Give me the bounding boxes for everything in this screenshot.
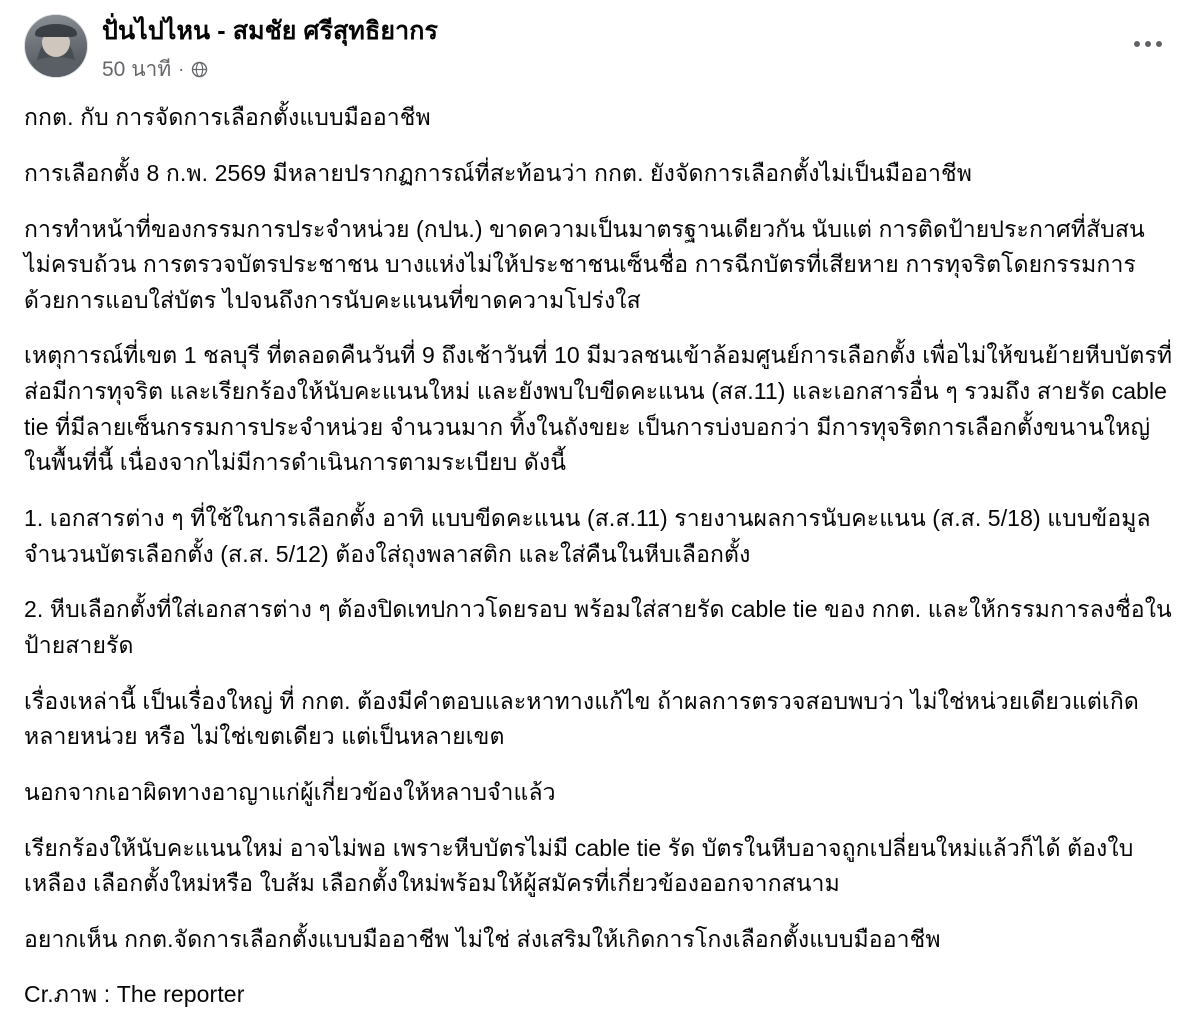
- post-timestamp[interactable]: 50 นาที: [102, 58, 172, 82]
- post-meta: [102, 53, 438, 86]
- avatar[interactable]: [24, 14, 88, 78]
- more-options-icon[interactable]: [1126, 28, 1170, 60]
- post-body: [24, 100, 1176, 1021]
- post-paragraph: เหตุการณ์ที่เขต 1 ชลบุรี ที่ตลอดคืนวันที่ 9 ถึงเช้าวันที่ 10 มีมวลชนเข้าล้อมศูนย์การเลือกตั้ง เพื่อไม่ให้ขนย้ายหีบบัตรที่ส่อมีการทุจริต และเรียกร้องให้นับคะแนนใหม่ และยังพบใบขีดคะแนน (สส.11) และเอกสารอื่น ๆ รวมถึง สายรัด cable tie ที่มีลายเซ็นกรรมการประจำหน่วย จำนวนมาก ทิ้งในถังขยะ เป็นการบ่งบอกว่า มีการทุจริตการเลือกตั้งขนานใหญ่ในพื้นที่นี้ เนื่องจากไม่มีการดำเนินการตามระเบียบ ดังนี้: [24, 342, 1173, 476]
- post-paragraph: เรื่องเหล่านี้ เป็นเรื่องใหญ่ ที่ กกต. ต้องมีคำตอบและหาทางแก้ไข ถ้าผลการตรวจสอบพบว่า ไม่ใช่หน่วยเดียวแต่เกิดหลายหน่วย หรือ ไม่ใช่เขตเดียว แต่เป็นหลายเขต: [24, 687, 1139, 750]
- avatar-shoulders: [27, 57, 84, 77]
- post-paragraph: 1. เอกสารต่าง ๆ ที่ใช้ในการเลือกตั้ง อาทิ แบบขีดคะแนน (ส.ส.11) รายงานผลการนับคะแนน (ส.ส. 5/18) แบบข้อมูลจำนวนบัตรเลือกตั้ง (ส.ส. 5/12) ต้องใส่ถุงพลาสติก และใส่คืนในหีบเลือกตั้ง: [24, 505, 1151, 567]
- author-name[interactable]: ปั่นไปไหน - สมชัย ศรีสุทธิยากร: [102, 17, 439, 45]
- post-paragraph: กกต. กับ การจัดการเลือกตั้งแบบมืออาชีพ: [24, 104, 431, 131]
- dot: [1156, 41, 1162, 47]
- post-header: [24, 14, 1176, 86]
- post-paragraph: 2. หีบเลือกตั้งที่ใส่เอกสารต่าง ๆ ต้องปิดเทปกาวโดยรอบ พร้อมใส่สายรัด cable tie ของ กกต. และให้กรรมการลงชื่อในป้ายสายรัด: [24, 596, 1172, 658]
- post-paragraph: อยากเห็น กกต.จัดการเลือกตั้งแบบมืออาชีพ ไม่ใช่ ส่งเสริมให้เกิดการโกงเลือกตั้งแบบมืออาชีพ: [24, 925, 941, 952]
- post-paragraph: นอกจากเอาผิดทางอาญาแก่ผู้เกี่ยวข้องให้หลาบจำแล้ว: [24, 778, 556, 805]
- post-paragraph: เรียกร้องให้นับคะแนนใหม่ อาจไม่พอ เพราะหีบบัตรไม่มี cable tie รัด บัตรในหีบอาจถูกเปลี่ยนใหม่แล้วก็ได้ ต้องใบเหลือง เลือกตั้งใหม่หรือ ใบส้ม เลือกตั้งใหม่พร้อมให้ผู้สมัครที่เกี่ยวข้องออกจากสนาม: [24, 834, 1134, 897]
- post-paragraph: การเลือกตั้ง 8 ก.พ. 2569 มีหลายปรากฏการณ์ที่สะท้อนว่า กกต. ยังจัดการเลือกตั้งไม่เป็นมืออาชีพ: [24, 159, 973, 186]
- dot: [1134, 41, 1140, 47]
- photo-credit: Cr.ภาพ : The reporter: [24, 981, 245, 1008]
- dot: [1145, 41, 1151, 47]
- globe-icon[interactable]: [191, 61, 208, 78]
- meta-separator: ·: [178, 59, 185, 80]
- post-paragraph: การทำหน้าที่ของกรรมการประจำหน่วย (กปน.) ขาดความเป็นมาตรฐานเดียวกัน นับแต่ การติดป้ายประกาศที่สับสน ไม่ครบถ้วน การตรวจบัตรประชาชน บางแห่งไม่ให้ประชาชนเซ็นชื่อ การฉีกบัตรที่เสียหาย การทุจริตโดยกรรมการด้วยการแอบใส่บัตร ไปจนถึงการนับคะแนนที่ขาดความโปร่งใส: [24, 215, 1145, 313]
- post-header-text: [102, 14, 438, 86]
